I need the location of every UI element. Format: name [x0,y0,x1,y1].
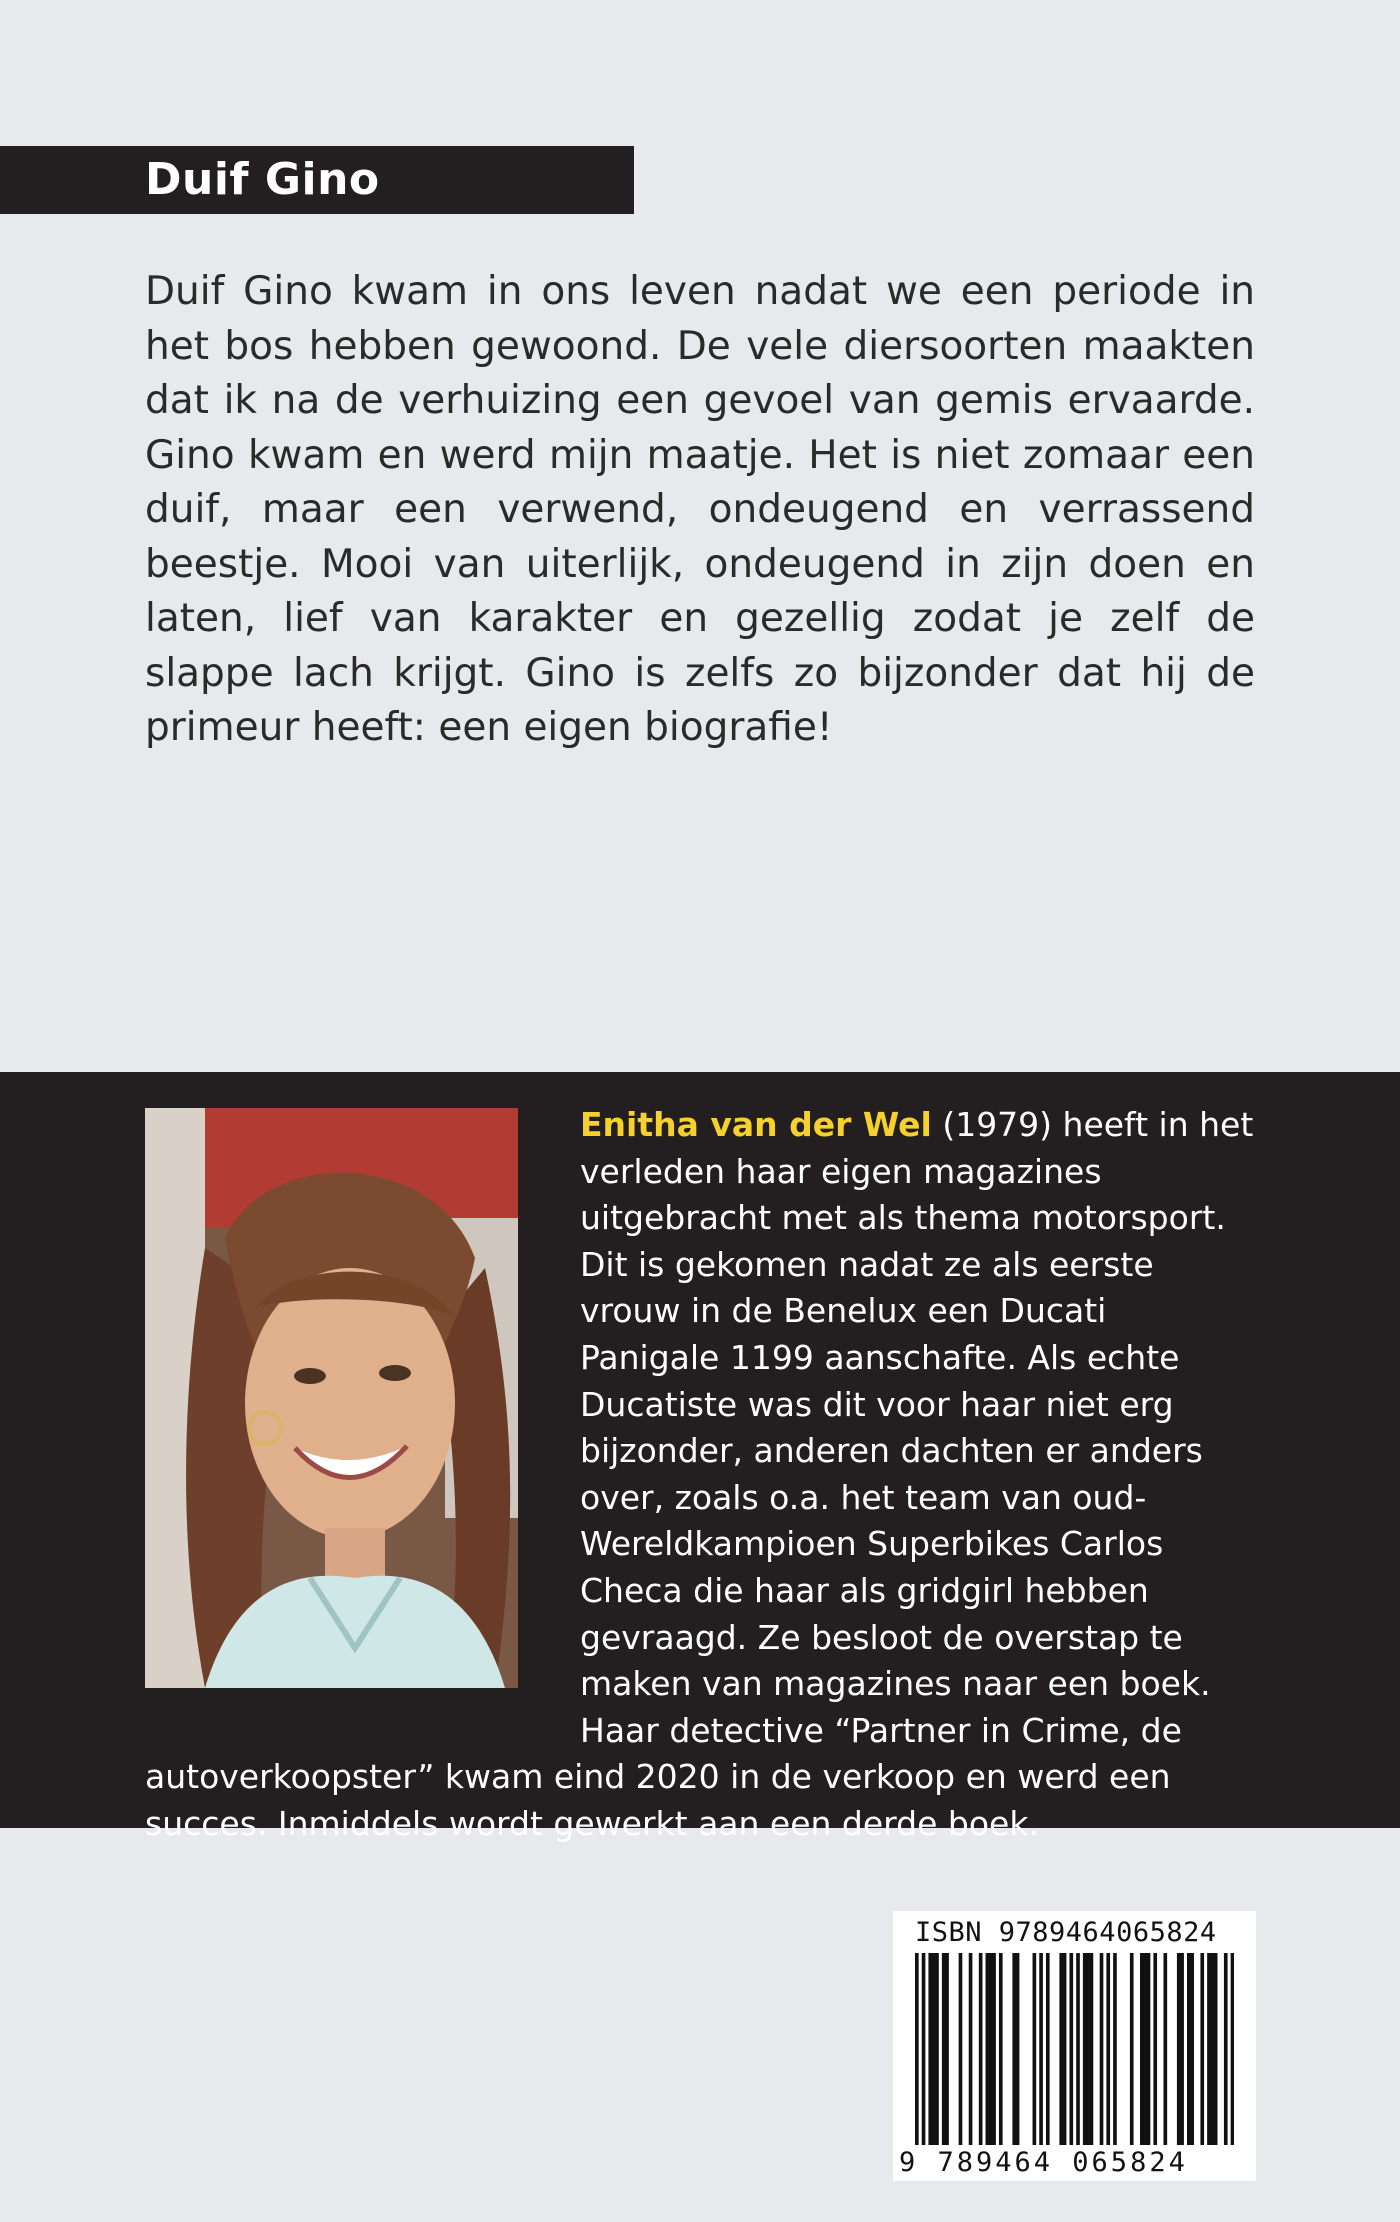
barcode-bar [1046,1953,1050,2145]
barcode-bar [1113,1953,1117,2145]
barcode-bar [1086,1953,1090,2145]
author-section [0,1072,1400,1843]
blurb-text: Duif Gino kwam in ons leven nadat we een periode in het bos hebben gewoond. De vele diersoorten maakten dat ik na de verhuizing een gevoel van gemis ervaarde. Gino kwam en werd mijn maatje. Het is niet zomaar een duif, maar een verwend, ondeugend en verrassend beestje. Mooi van uiterlijk, ondeugend in zijn doen en laten, lief van karakter en gezellig zodat je zelf de slappe lach krijgt. Gino is zelfs zo bijzonder dat hij de primeur heeft: een eigen biografie! [145,269,1255,750]
barcode-bar [932,1953,936,2145]
barcode-bar [979,1953,983,2145]
barcode-bar [1106,1953,1110,2145]
barcode-bar [922,1953,926,2145]
barcode-bar [1059,1953,1063,2145]
barcode-bar [928,1953,932,2145]
barcode-bar [969,1953,973,2145]
barcode-bar [915,1953,919,2145]
barcode-bar [1147,1953,1151,2145]
isbn-label: ISBN 9789464065824 [915,1917,1217,1948]
barcode-bar [1143,1953,1147,2145]
barcode-bar [1210,1953,1214,2145]
barcode-bar [1063,1953,1067,2145]
barcode-bar [1177,1953,1181,2145]
barcode-bar [1163,1953,1167,2145]
barcode-bar [1153,1953,1157,2145]
barcode-bar [1069,1953,1073,2145]
barcode-bar [1100,1953,1104,2145]
photo-text-wrap [145,1102,580,1708]
barcode-bar [959,1953,963,2145]
barcode-bar [1180,1953,1184,2145]
barcode-bar [989,1953,993,2145]
barcode-bar [992,1953,996,2145]
author-name: Enitha van der Wel [580,1105,932,1144]
barcode-bar [1214,1953,1218,2145]
barcode-bar [1231,1953,1234,2145]
barcode-bar [1224,1953,1228,2145]
barcode-bar [1076,1953,1080,2145]
barcode-bar [986,1953,990,2145]
barcode-bar [945,1953,949,2145]
barcode-bar [1090,1953,1094,2145]
author-bio-text: (1979) heeft in het verleden haar eigen magazines uitgebracht met als thema motorsport. Dit is gekomen nadat ze als eerste vrouw in de Benelux een Ducati Panigale 1199 aanschafte. Als echte Ducatiste was dit voor haar niet erg bijzonder, anderen dachten er anders over, zoals o.a. het team van oud-Wereldkampioen Superbikes Carlos Checa die haar als gridgirl hebben gevraagd. Ze besloot de overstap te maken van magazines naar een boek. Haar detective “Partner in Crime, de autoverkoopster” kwam eind 2020 in de verkoop en werd een succes. Inmiddels wordt gewerkt aan een derde boek. [145,1105,1254,1843]
barcode-bar [1187,1953,1191,2145]
barcode-bar [1016,1953,1020,2145]
barcode-bar [942,1953,946,2145]
barcode-bar [1130,1953,1134,2145]
barcode-bar [1083,1953,1087,2145]
isbn-digits: 9 789464 065824 [899,2147,1188,2178]
barcode-bar [1012,1953,1016,2145]
book-title: Duif Gino [145,154,380,205]
barcode-bar [1200,1953,1204,2145]
barcode-bar [1039,1953,1043,2145]
barcode-bar [1207,1953,1211,2145]
barcode-bar [1190,1953,1194,2145]
barcode-bar [999,1953,1003,2145]
barcode-bar [1033,1953,1037,2145]
barcode-bar [935,1953,939,2145]
author-bio [145,1102,1255,1848]
title-bar [0,146,634,214]
barcode-bars [915,1953,1234,2145]
isbn-barcode [893,1911,1256,2181]
barcode-bar [1140,1953,1144,2145]
